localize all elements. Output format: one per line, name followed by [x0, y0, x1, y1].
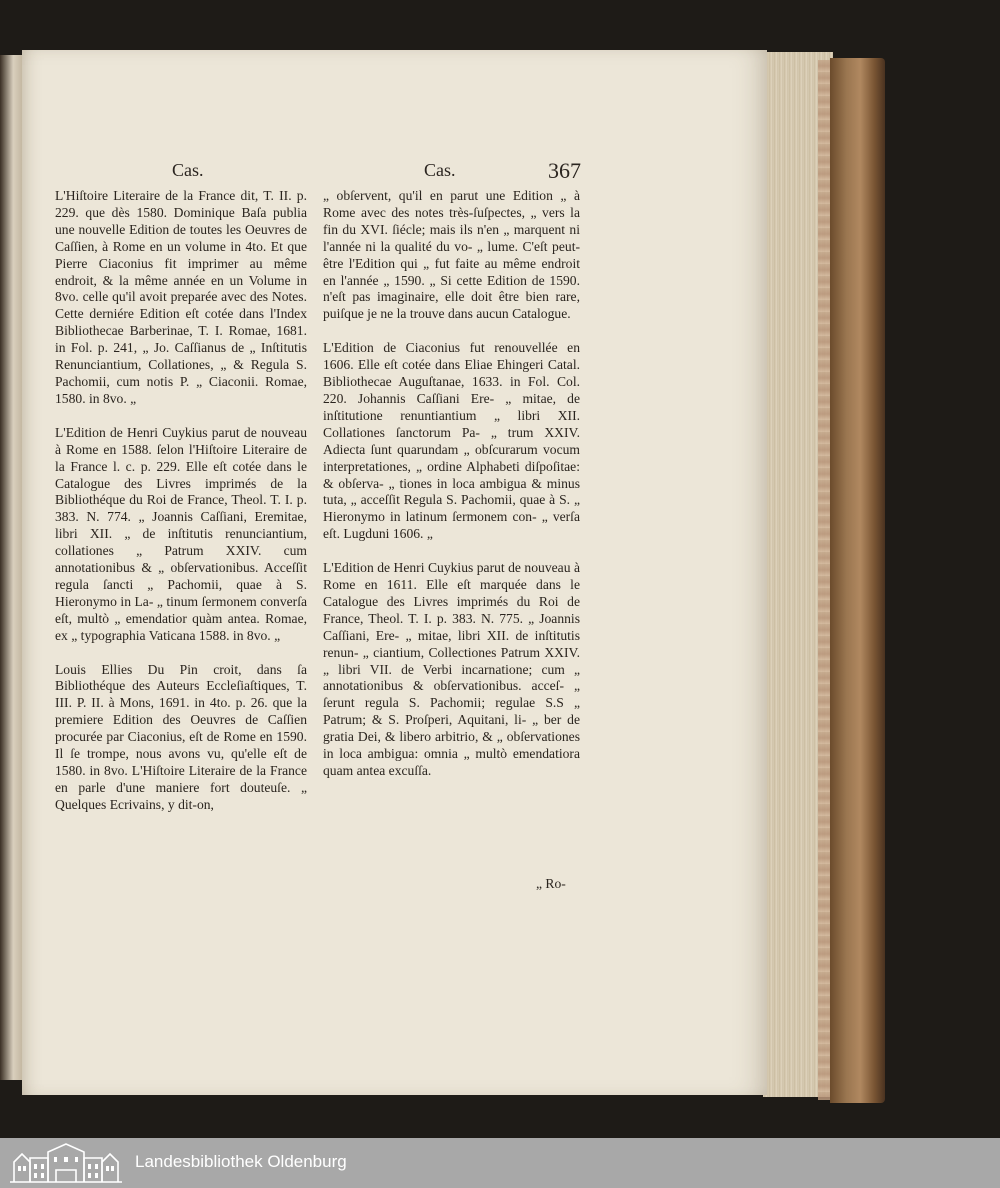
library-name: Landesbibliothek Oldenburg — [135, 1152, 347, 1171]
paragraph: L'Edition de Ciaconius fut renouvellée en 1606. Elle eſt cotée dans Eliae Ehingeri Catal. Bibliothecae Auguſtanae, 1633. in Fol. Col. 220. Johannis Caſſiani Ere- „ mitae, de inſtitutione renuntiantium „ libri XII. Collationes ſanctorum Pa- „ trum XXIV. Adiecta ſunt quarundam „ obſcurarum vocum interpretationes, „ ordine Alphabeti diſpoſitae: & obſerva- „ tiones in loca ambigua & minus tuta, „ acceſſit Regula S. Pachomii, quae à S. „ Hieronymo in latinum ſermonem con- „ verſa eſt. Lugduni 1606. „ — [323, 340, 580, 542]
footer-bar — [0, 1138, 1000, 1188]
catchword: „ Ro- — [536, 876, 566, 891]
book-cover — [830, 58, 885, 1103]
running-head-center: Cas. — [424, 160, 456, 180]
paragraph: L'Edition de Henri Cuykius parut de nouveau à Rome en 1611. Elle eſt marquée dans le Catalogue des Livres imprimés du Roi de France, Theol. T. I. p. 383. N. 775. „ Joannis Caſſiani, Ere- „ mitae, libri XII. de inſtitutis renun- „ ciantium, Collectiones Patrum XXIV. „ libri VII. de Verbi incarnatione; cum „ annotationibus & obſervationibus. acceſ- „ ſerunt regula S. Pachomii; regulae S.S „ Patrum; & S. Proſperi, Aquitani, li- „ ber de gratia Dei, & libero arbitrio, & „ obſervationes in loca ambigua: omnia „ multò emendatiora quam antea excuſſa. — [323, 560, 580, 778]
paragraph: L'Hiſtoire Literaire de la France dit, T. II. p. 229. que dès 1580. Dominique Baſa publia une nouvelle Edition de toutes les Oeuvres de Caſſien, à Rome en un volume in 4to. Et que Pierre Ciaconius fit imprimer au même endroit, & la même année en un Volume in 8vo. celle qu'il avoit preparée avec des Notes. Cette derniére Edition eſt cotée dans l'Index Bibliothecae Barberinae, T. I. Romae, 1681. in Fol. p. 241, „ Jo. Caſſianus de „ Inſtitutis Renunciantium, Collationes, „ & Regula S. Pachomii, cum notis P. „ Ciaconii. Romae, 1580. in 8vo. „ — [55, 188, 307, 406]
running-head-left: Cas. — [172, 160, 204, 180]
facing-page-edge — [0, 55, 22, 1080]
left-column — [55, 188, 307, 831]
page-number: 367 — [548, 158, 581, 183]
paragraph: „ obſervent, qu'il en parut une Edition „ à Rome avec des notes très-ſuſpectes, „ vers la fin du XVI. ſiécle; mais ils n'en „ marquent ni l'année ni la qualité du vo- „ lume. C'eſt peut-être l'Edition qui „ fut faite au même endroit en l'année „ 1590. „ Si cette Edition de 1590. n'eſt pas imaginaire, elle doit être bien rare, puiſque je ne la trouve dans aucun Catalogue. — [323, 188, 580, 322]
paragraph: L'Edition de Henri Cuykius parut de nouveau à Rome en 1588. ſelon l'Hiſtoire Literaire de la France l. c. p. 229. Elle eſt cotée dans le Catalogue des Livres imprimés de la Bibliothéque du Roi de France, Theol. T. I. p. 383. N. 774. „ Joannis Caſſiani, Eremitae, libri XII. „ de inſtitutis renunciantium, collationes „ Patrum XXIV. cum annotationibus & „ obſervationibus. Acceſſit regula ſancti „ Pachomii, quae à S. Hieronymo in La- „ tinum ſermonem converſa eſt, multò „ emendatior quàm antea. Romae, ex „ typographia Vaticana 1588. in 8vo. „ — [55, 424, 307, 643]
library-building-icon — [8, 1142, 124, 1184]
paragraph: Louis Ellies Du Pin croit, dans ſa Bibliothéque des Auteurs Eccleſiaſtiques, T. III. P. II. à Mons, 1691. in 4to. p. 26. que la premiere Edition des Oeuvres de Caſſien procurée par Ciaconius, eſt de Rome en 1590. Il ſe trompe, nous avons vu, qu'elle eſt de 1580. in 8vo. L'Hiſtoire Literaire de la France en parle d'une maniere fort douteuſe. „ Quelques Ecrivains, y dit-on, — [55, 661, 307, 812]
right-column — [323, 188, 580, 797]
